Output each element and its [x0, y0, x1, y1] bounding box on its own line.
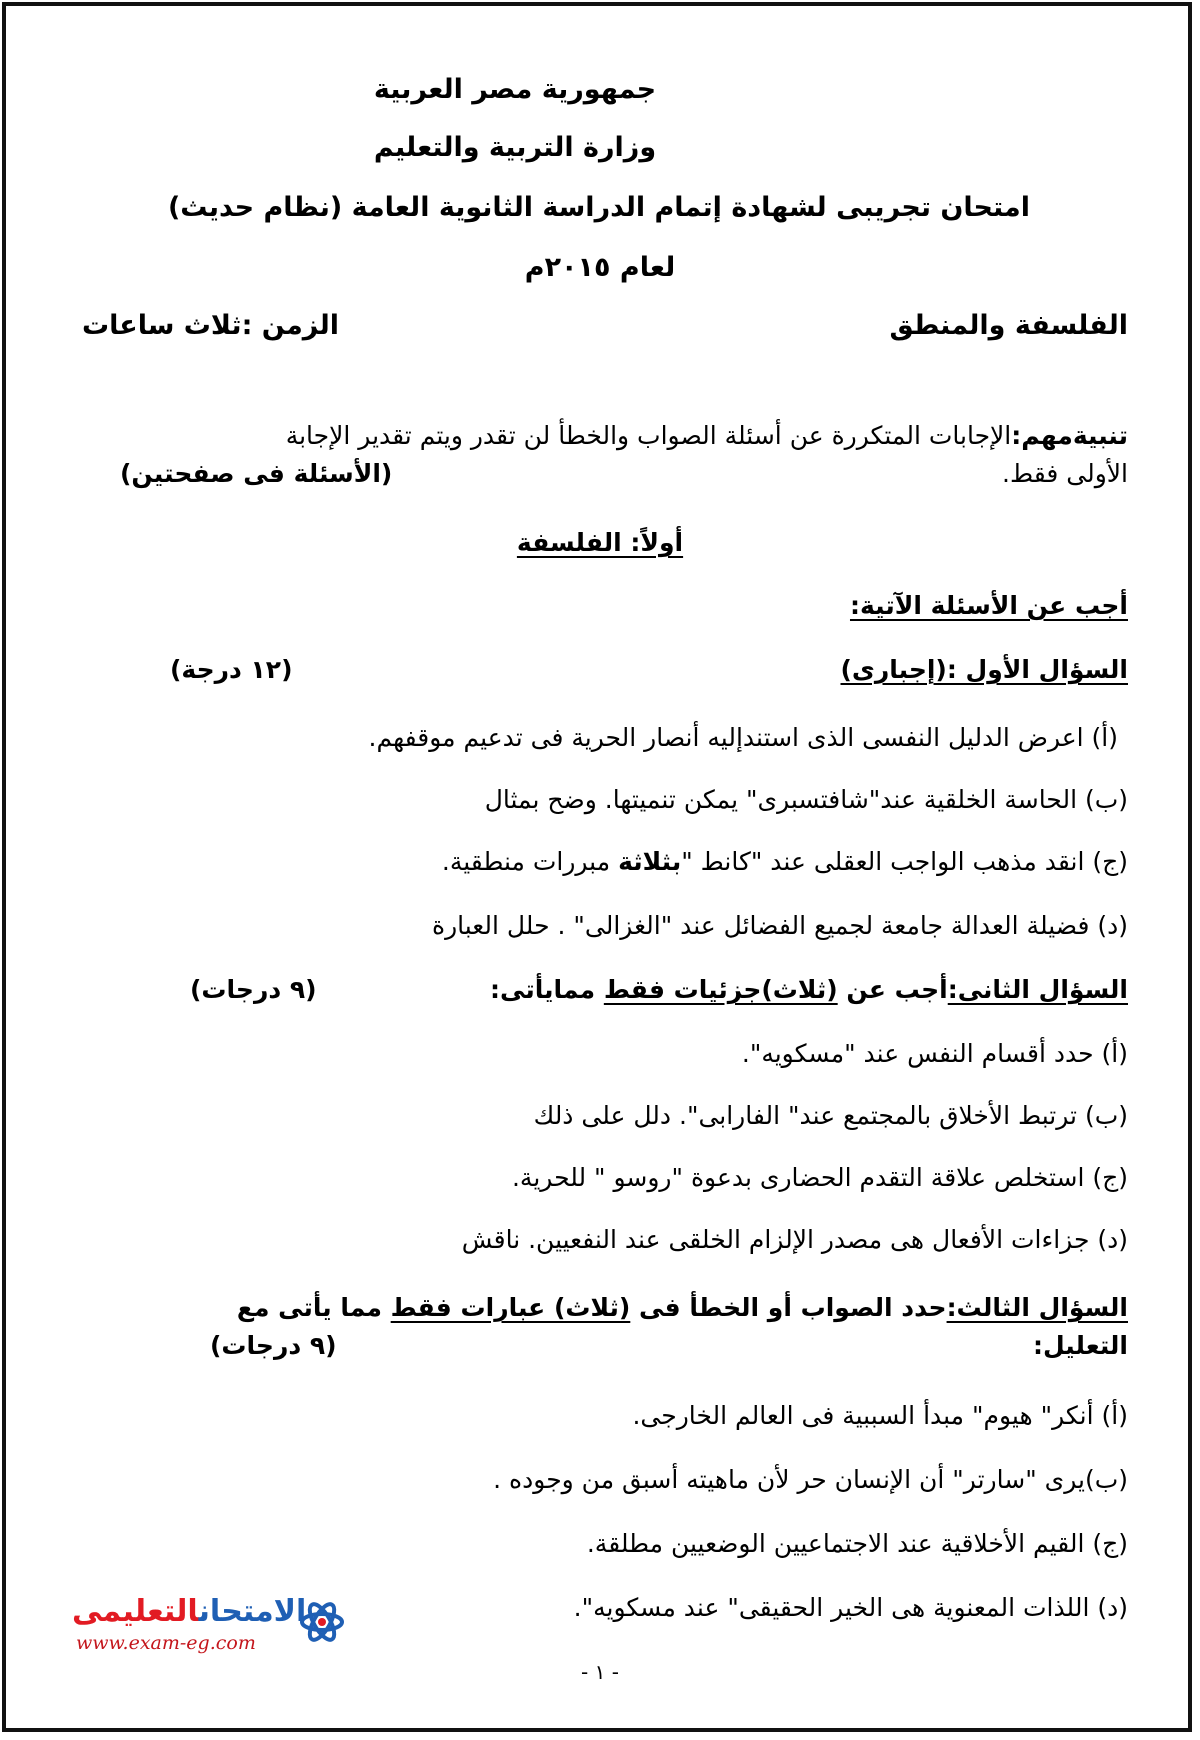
question-1-title: السؤال الأول :(إجبارى) — [840, 655, 1128, 684]
question-1-marks: (١٢ درجة) — [170, 655, 293, 684]
notice-text-1: الإجابات المتكررة عن أسئلة الصواب والخطأ لن تقدر ويتم تقدير الإجابة — [285, 421, 1012, 450]
question-3-marks: (٩ درجات) — [210, 1331, 337, 1360]
question-3-title: السؤال الثالث: — [946, 1293, 1128, 1322]
question-3-item-b: (ب)يرى "سارتر" أن الإنسان حر لأن ماهيته أسبق من وجوده . — [493, 1465, 1128, 1494]
section-instruction: أجب عن الأسئلة الآتية: — [849, 591, 1128, 620]
header-country: جمهورية مصر العربية — [373, 74, 657, 105]
notice-label: تنبيةمهم: — [1011, 421, 1128, 450]
section-title: أولاً: الفلسفة — [516, 528, 684, 557]
subject-time-row — [82, 308, 1128, 344]
subject-label: الفلسفة والمنطق — [889, 310, 1128, 341]
question-3-item-c: (ج) القيم الأخلاقية عند الاجتماعيين الوضعيين مطلقة. — [586, 1529, 1128, 1558]
question-2-item-a: (أ) حدد أقسام النفس عند "مسكويه". — [741, 1039, 1128, 1068]
page-number: - ١ - — [581, 1660, 619, 1684]
question-1-item-a: (أ) اعرض الدليل النفسى الذى استندإليه أنصار الحرية فى تدعيم موقفهم. — [368, 723, 1118, 752]
pages-note: (الأسئلة فى صفحتين) — [120, 459, 393, 488]
question-2-header: السؤال الثانى:أجب عن (ثلاث)جزئيات فقط ممايأتى: (٩ درجات) — [190, 972, 1128, 1008]
notice-line-2 — [120, 456, 1128, 492]
notice-text-2: الأولى فقط. — [1002, 459, 1128, 488]
question-2-item-c: (ج) استخلص علاقة التقدم الحضارى بدعوة "روسو " للحرية. — [511, 1163, 1128, 1192]
logo-text: الامتحانالتعليمى — [72, 1594, 307, 1629]
header-year: لعام ٢٠١٥م — [524, 252, 676, 283]
question-3-item-d: (د) اللذات المعنوية هى الخير الحقيقى" عند مسكويه". — [573, 1593, 1128, 1622]
question-3-header: السؤال الثالث:حدد الصواب أو الخطأ فى (ثلاث) عبارات فقط مما يأتى مع — [236, 1293, 1128, 1322]
question-1-header — [170, 652, 1128, 688]
atom-icon — [298, 1598, 346, 1646]
logo-url: www.exam-eg.com — [76, 1632, 256, 1654]
header-ministry: وزارة التربية والتعليم — [373, 132, 657, 163]
header-exam-title: امتحان تجريبى لشهادة إتمام الدراسة الثانوية العامة (نظام حديث) — [167, 192, 1030, 223]
question-3-header-line-2: التعليل: (٩ درجات) — [210, 1328, 1128, 1364]
site-logo — [50, 1592, 350, 1662]
bold-word: بثلاثة — [618, 847, 682, 876]
question-1-item-d: (د) فضيلة العدالة جامعة لجميع الفضائل عند "الغزالى" . حلل العبارة — [431, 911, 1128, 940]
question-2-marks: (٩ درجات) — [190, 975, 317, 1004]
question-1-item-b: (ب) الحاسة الخلقية عند"شافتسبرى" يمكن تنميتها. وضح بمثال — [484, 785, 1128, 814]
time-label: الزمن :ثلاث ساعات — [82, 310, 339, 341]
question-1-item-c: (ج) انقد مذهب الواجب العقلى عند "كانط "بثلاثة مبررات منطقية. — [441, 847, 1128, 876]
question-2-item-d: (د) جزاءات الأفعال هى مصدر الإلزام الخلقى عند النفعيين. ناقش — [461, 1225, 1128, 1254]
question-2-title: السؤال الثانى: — [947, 975, 1128, 1004]
notice-line-1 — [72, 418, 1128, 454]
question-2-item-b: (ب) ترتبط الأخلاق بالمجتمع عند" الفارابى". دلل على ذلك — [533, 1101, 1128, 1130]
question-3-item-a: (أ) أنكر" هيوم" مبدأ السببية فى العالم الخارجى. — [632, 1401, 1128, 1430]
